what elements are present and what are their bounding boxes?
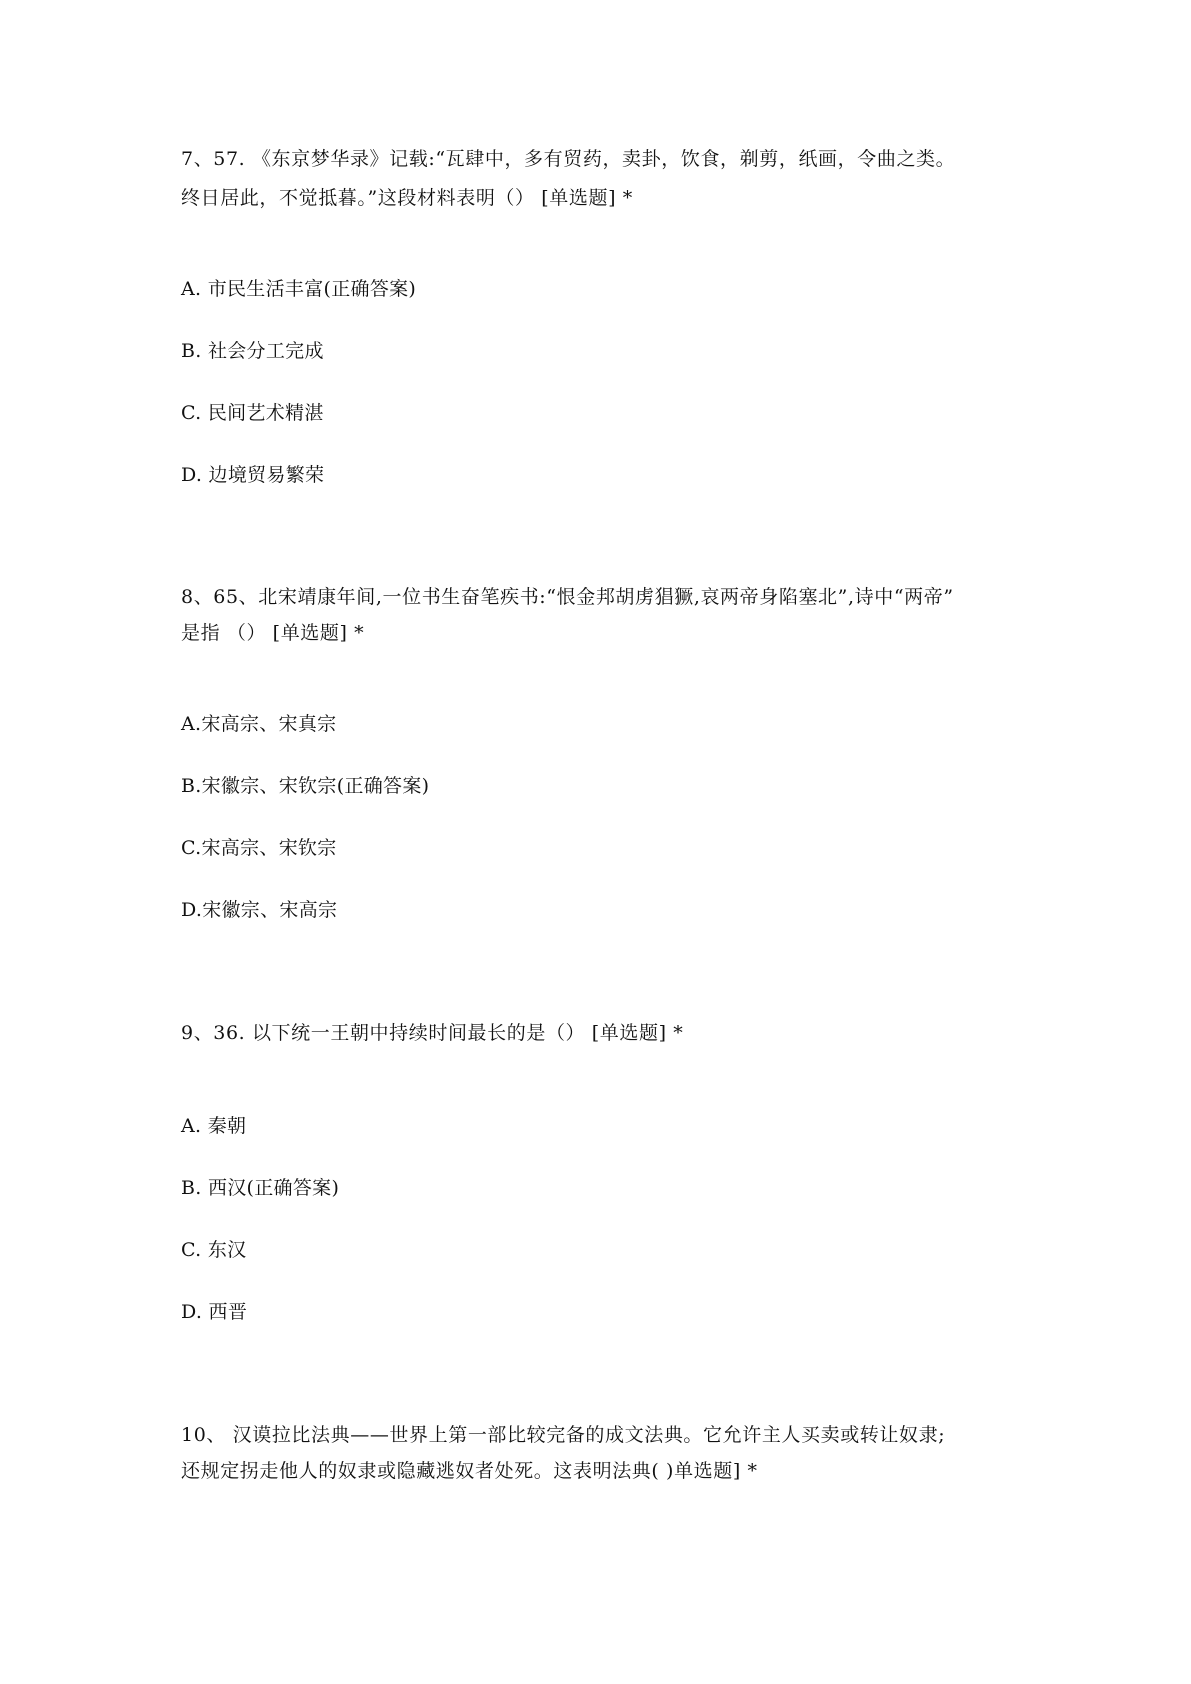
question-10-text-line-2: 还规定拐走他人的奴隶或隐藏逃奴者处死。这表明法典( )单选题] * <box>181 1460 758 1482</box>
question-7-text-line-1: 7、57. 《东京梦华录》记载:“瓦肆中，多有贸药，卖卦，饮食，剃剪，纸画，令曲之类。 <box>181 148 956 170</box>
question-7-option-b: B. 社会分工完成 <box>181 340 324 362</box>
question-9-option-a: A. 秦朝 <box>181 1115 247 1137</box>
question-7-option-c: C. 民间艺术精湛 <box>181 402 324 424</box>
question-9-text-line-1: 9、36. 以下统一王朝中持续时间最长的是（） [单选题] * <box>181 1022 684 1044</box>
question-7-text-line-2: 终日居此，不觉抵暮。”这段材料表明（） [单选题] * <box>181 187 633 209</box>
question-7-option-a: A. 市民生活丰富(正确答案) <box>181 278 417 300</box>
question-8-option-c: C.宋高宗、宋钦宗 <box>181 837 337 859</box>
question-9-option-c: C. 东汉 <box>181 1239 247 1261</box>
question-8-option-d: D.宋徽宗、宋高宗 <box>181 899 338 921</box>
question-7-option-d: D. 边境贸易繁荣 <box>181 464 325 486</box>
question-8-option-b: B.宋徽宗、宋钦宗(正确答案) <box>181 775 430 797</box>
question-8-text-line-2: 是指 （） [单选题] * <box>181 622 365 644</box>
question-8-option-a: A.宋高宗、宋真宗 <box>181 713 337 735</box>
question-9-option-b: B. 西汉(正确答案) <box>181 1177 340 1199</box>
question-9-option-d: D. 西晋 <box>181 1301 248 1323</box>
question-10-text-line-1: 10、 汉谟拉比法典——世界上第一部比较完备的成文法典。它允许主人买卖或转让奴隶; <box>181 1424 946 1446</box>
question-8-text-line-1: 8、65、北宋靖康年间,一位书生奋笔疾书:“恨金邦胡虏猖獗,哀两帝身陷塞北”,诗中“两帝” <box>181 586 954 608</box>
